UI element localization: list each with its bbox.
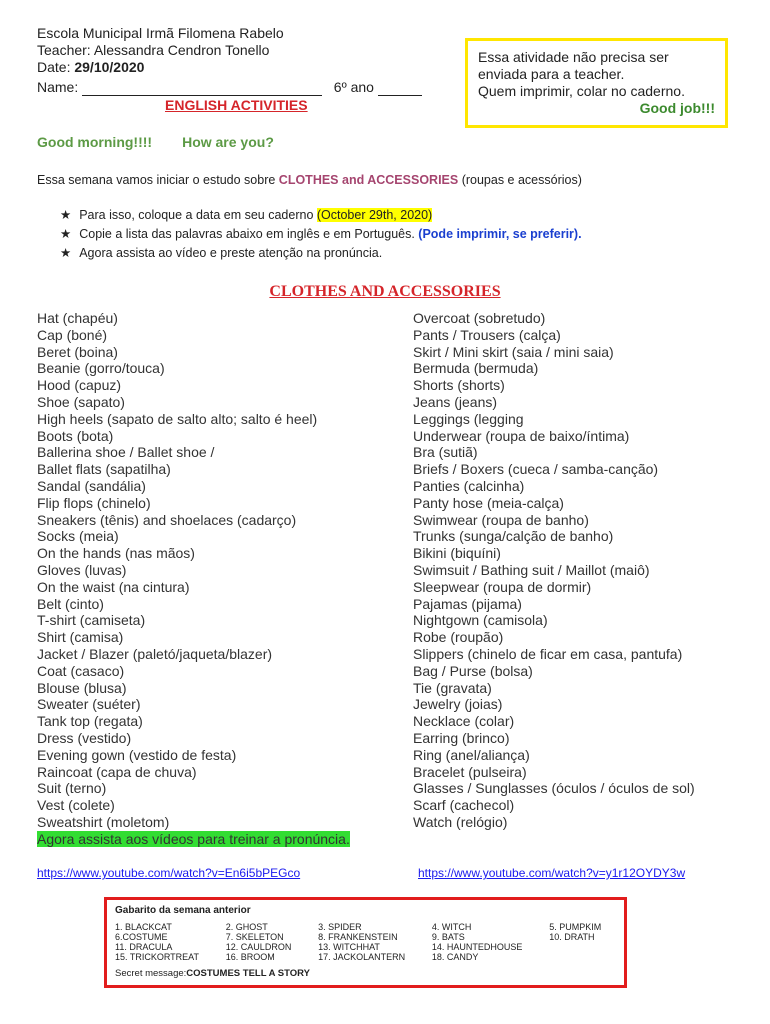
greeting-morning: Good morning!!!!: [37, 134, 153, 150]
vocab-item: Tie (gravata): [413, 679, 492, 696]
vocab-item: Earring (brinco): [413, 729, 510, 746]
vocab-item: T-shirt (camiseta): [37, 612, 146, 629]
vocab-item: Bracelet (pulseira): [413, 763, 527, 780]
intro-keyword: CLOTHES and ACCESSORIES: [278, 173, 459, 187]
instruction-text: Agora assista ao vídeo e preste atenção na pronúncia.: [79, 246, 383, 260]
vocab-item: Bag / Purse (bolsa): [413, 662, 533, 679]
vocab-item: Panties (calcinha): [413, 477, 525, 494]
vocab-right-column: [413, 310, 763, 831]
vocab-item: Ballet flats (sapatilha): [37, 461, 171, 478]
answer-key-box: [104, 897, 627, 988]
vocab-item: Cap (boné): [37, 326, 108, 343]
vocab-item: Boots (bota): [37, 427, 114, 444]
notice-line-1: Essa atividade não precisa ser: [478, 49, 669, 65]
vocab-item: Skirt / Mini skirt (saia / mini saia): [413, 343, 614, 360]
date-highlight: (October 29th, 2020): [316, 208, 433, 222]
name-label: Name:: [37, 79, 79, 95]
answer-item: 17. JACKOLANTERN: [318, 952, 406, 962]
vocab-item: Coat (casaco): [37, 662, 125, 679]
instruction-text: Copie a lista das palavras abaixo em inglês e em Português.: [79, 227, 419, 241]
vocab-item: Bra (sutiã): [413, 444, 478, 461]
vocab-item: Tank top (regata): [37, 713, 143, 730]
date-line: [37, 59, 144, 76]
vocab-item: Raincoat (capa de chuva): [37, 763, 197, 780]
answer-key-title: Gabarito da semana anterior: [115, 905, 251, 916]
grade-label: 6º ano: [333, 79, 374, 95]
answer-item: 18. CANDY: [431, 952, 479, 962]
vocab-item: Nightgown (camisola): [413, 612, 548, 629]
vocab-item: Sweatshirt (moletom): [37, 813, 170, 830]
video-link-1[interactable]: https://www.youtube.com/watch?v=En6i5bPEGco: [37, 866, 301, 880]
video-link-2[interactable]: https://www.youtube.com/watch?v=y1r12OYDY3w: [418, 866, 686, 880]
vocab-item: Trunks (sunga/calção de banho): [413, 528, 614, 545]
answer-key-grid: [115, 922, 616, 962]
vocab-item: Panty hose (meia-calça): [413, 494, 564, 511]
intro-before: Essa semana vamos iniciar o estudo sobre: [37, 173, 279, 187]
instruction-item: [60, 225, 582, 244]
answer-item: 3. SPIDER: [318, 922, 362, 932]
vocab-item: Pants / Trousers (calça): [413, 326, 561, 343]
vocab-item: Flip flops (chinelo): [37, 494, 151, 511]
vocab-item: Jeans (jeans): [413, 393, 498, 410]
instruction-item: [60, 244, 582, 263]
section-title: CLOTHES AND ACCESSORIES: [269, 283, 501, 300]
vocab-item: Beret (boina): [37, 343, 118, 360]
vocab-item: Vest (colete): [37, 797, 115, 814]
date-value: 29/10/2020: [74, 59, 145, 75]
vocab-item: Sleepwear (roupa de dormir): [413, 578, 592, 595]
answer-item: 14. HAUNTEDHOUSE: [431, 942, 523, 952]
vocab-item: Shorts (shorts): [413, 377, 505, 394]
school-name: Escola Municipal Irmã Filomena Rabelo: [37, 25, 284, 41]
secret-value: COSTUMES TELL A STORY: [186, 968, 310, 979]
vocab-item: On the waist (na cintura): [37, 578, 190, 595]
vocab-item: Evening gown (vestido de festa): [37, 746, 237, 763]
vocab-item: On the hands (nas mãos): [37, 545, 195, 562]
answer-item: 16. BROOM: [225, 952, 275, 962]
answer-item: 11. DRACULA: [115, 942, 173, 952]
notice-box: [465, 38, 728, 128]
vocab-item: Watch (relógio): [413, 813, 508, 830]
vocab-item: Hood (capuz): [37, 377, 122, 394]
intro-after: (roupas e acessórios): [458, 173, 582, 187]
answer-item: [549, 952, 616, 962]
vocab-item: Hat (chapéu): [37, 310, 118, 326]
instruction-text: Para isso, coloque a data em seu caderno: [79, 208, 317, 222]
vocab-item: Jewelry (joias): [413, 696, 503, 713]
video-instruction-highlight: Agora assista aos vídeos para treinar a pronúncia.: [37, 830, 350, 847]
activities-title: ENGLISH ACTIVITIES: [165, 97, 308, 113]
print-note: (Pode imprimir, se preferir).: [418, 227, 582, 241]
vocab-item: Swimsuit / Bathing suit / Maillot (maiô): [413, 561, 650, 578]
vocab-item: Pajamas (pijama): [413, 595, 522, 612]
vocab-item: Briefs / Boxers (cueca / samba-canção): [413, 461, 659, 478]
greeting: [37, 134, 274, 150]
vocab-item: Sweater (suéter): [37, 696, 141, 713]
answer-item: 6.COSTUME: [115, 932, 168, 942]
answer-item: 4. WITCH: [431, 922, 472, 932]
intro-text: [37, 173, 582, 187]
vocab-item: Shoe (sapato): [37, 393, 125, 410]
vocab-item: Gloves (luvas): [37, 561, 127, 578]
video-instruction: [37, 831, 397, 848]
good-job-text: Good job!!!: [639, 100, 715, 116]
answer-item: 5. PUMPKIM: [549, 922, 602, 932]
notice-line-2: enviada para a teacher.: [478, 66, 625, 82]
name-line: [37, 79, 437, 96]
answer-item: 1. BLACKCAT: [115, 922, 172, 932]
answer-item: 7. SKELETON: [225, 932, 284, 942]
vocab-item: Robe (roupão): [413, 629, 504, 646]
vocab-item: Suit (terno): [37, 780, 107, 797]
vocab-item: High heels (sapato de salto alto; salto é heel): [37, 410, 318, 427]
answer-item: 8. FRANKENSTEIN: [318, 932, 398, 942]
vocab-item: Ring (anel/aliança): [413, 746, 530, 763]
vocab-item: Overcoat (sobretudo): [413, 310, 546, 326]
vocab-item: Underwear (roupa de baixo/íntima): [413, 427, 630, 444]
answer-item: 12. CAULDRON: [225, 942, 292, 952]
vocab-item: Sneakers (tênis) and shoelaces (cadarço): [37, 511, 297, 528]
vocab-item: Bermuda (bermuda): [413, 360, 539, 377]
class-field[interactable]: [378, 81, 422, 96]
vocab-item: Necklace (colar): [413, 713, 515, 730]
instruction-item: [60, 206, 582, 225]
vocab-item: Shirt (camisa): [37, 629, 124, 646]
secret-message: [115, 968, 616, 979]
answer-item: 2. GHOST: [225, 922, 268, 932]
answer-item: 10. DRATH: [549, 932, 595, 942]
vocab-item: Dress (vestido): [37, 729, 132, 746]
answer-item: 9. BATS: [431, 932, 465, 942]
vocab-item: Sandal (sandália): [37, 477, 146, 494]
answer-item: [549, 942, 616, 952]
vocab-item: Blouse (blusa): [37, 679, 127, 696]
instruction-list: [60, 206, 582, 263]
vocab-item: Slippers (chinelo de ficar em casa, pantufa): [413, 645, 683, 662]
vocab-item: Belt (cinto): [37, 595, 104, 612]
answer-item: 15. TRICKORTREAT: [115, 952, 200, 962]
vocab-item: Ballerina shoe / Ballet shoe /: [37, 444, 215, 461]
name-field[interactable]: [82, 81, 322, 96]
vocab-item: Beanie (gorro/touca): [37, 360, 165, 377]
greeting-how: How are you?: [182, 134, 274, 150]
answer-item: 13. WITCHHAT: [318, 942, 380, 952]
vocab-item: Jacket / Blazer (paletó/jaqueta/blazer): [37, 645, 273, 662]
vocab-item: Glasses / Sunglasses (óculos / óculos de sol): [413, 780, 695, 797]
vocab-item: Socks (meia): [37, 528, 119, 545]
vocab-item: Leggings (legging: [413, 410, 524, 427]
notice-line-3: Quem imprimir, colar no caderno.: [478, 83, 685, 99]
vocab-item: Bikini (biquíni): [413, 545, 501, 562]
date-label: Date:: [37, 59, 75, 75]
vocab-left-column: [37, 310, 397, 848]
vocab-item: Swimwear (roupa de banho): [413, 511, 589, 528]
secret-label: Secret message:: [115, 968, 187, 979]
teacher-name: Teacher: Alessandra Cendron Tonello: [37, 42, 270, 58]
vocab-item: Scarf (cachecol): [413, 797, 515, 814]
